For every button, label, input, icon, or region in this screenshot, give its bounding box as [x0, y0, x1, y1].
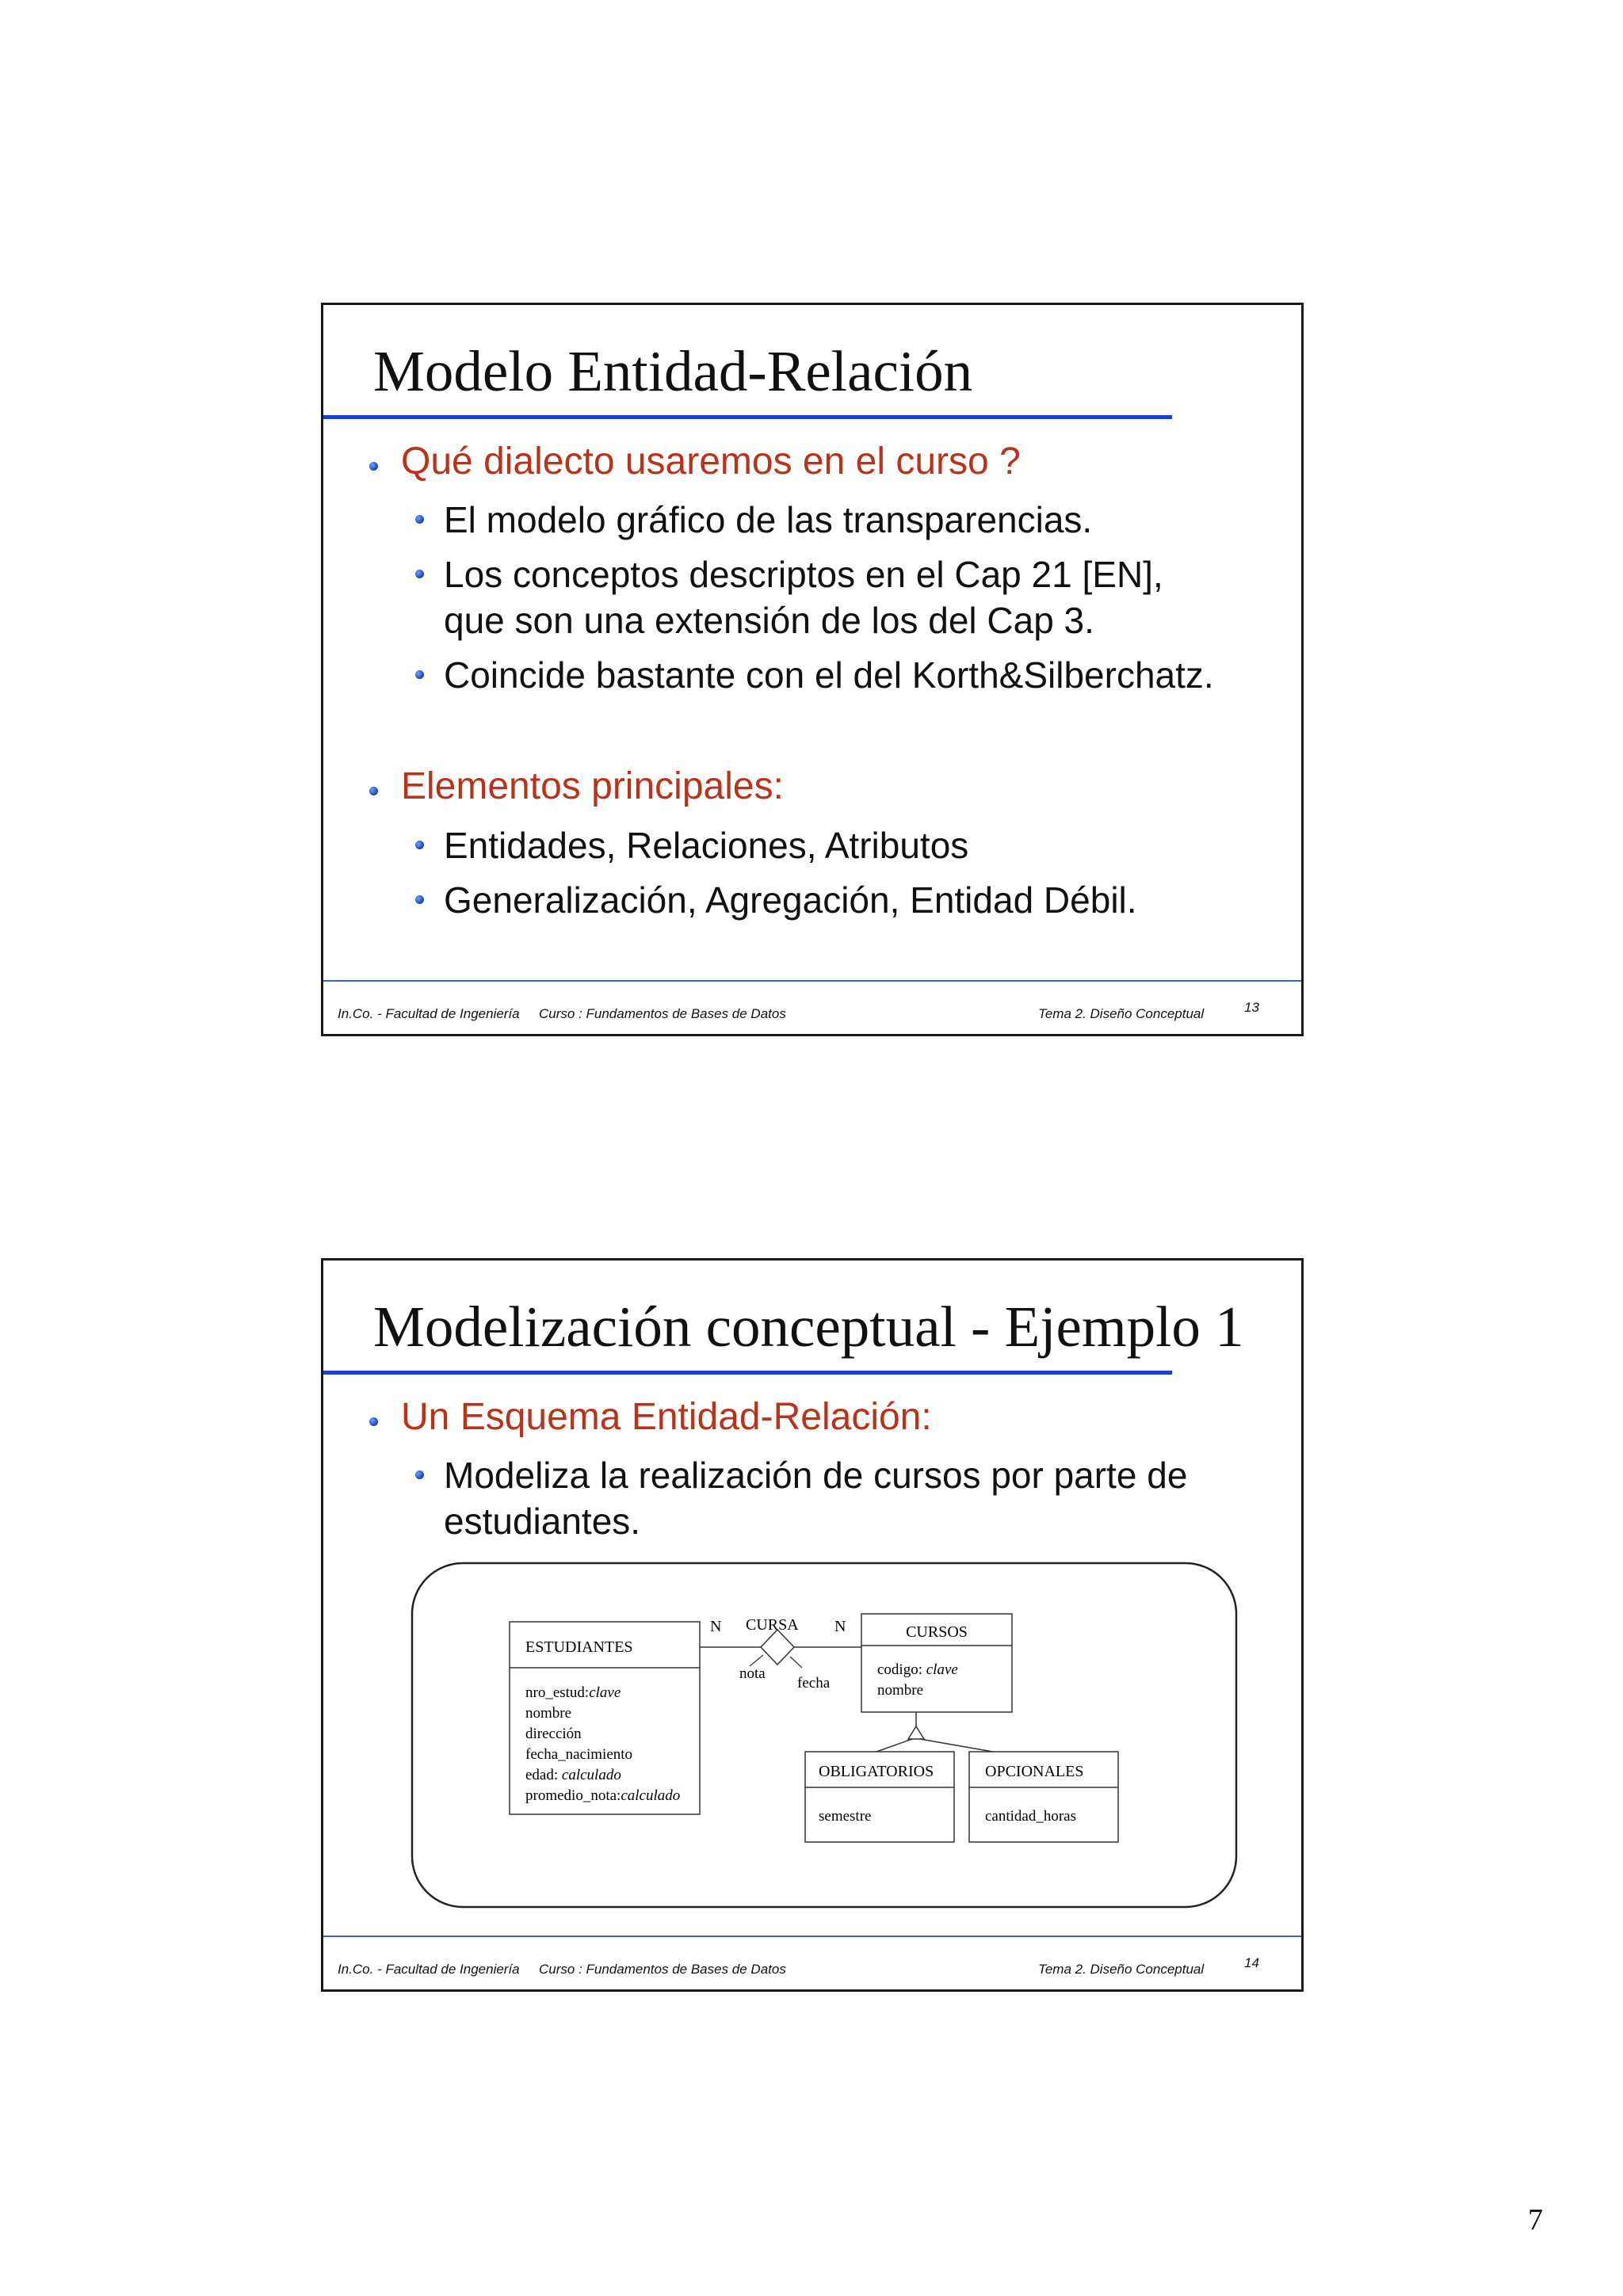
footer-course: Curso : Fundamentos de Bases de Datos	[539, 1006, 786, 1021]
bullet-icon	[415, 895, 424, 904]
attribute: nombre	[525, 1705, 572, 1722]
slide-title: Modelización conceptual - Ejemplo 1	[373, 1295, 1244, 1359]
bullet-question: Qué dialecto usaremos en el curso ?	[401, 441, 1021, 482]
entity-opcionales	[969, 1752, 1118, 1842]
sub-bullet: Entidades, Relaciones, Atributos	[444, 825, 969, 866]
relationship-attribute: fecha	[797, 1675, 831, 1691]
bullet-icon	[415, 841, 424, 849]
attribute: nombre	[877, 1682, 924, 1699]
entity-name: OBLIGATORIOS	[819, 1763, 934, 1780]
generalization	[876, 1712, 993, 1752]
attribute: cantidad_horas	[985, 1808, 1077, 1825]
er-diagram	[323, 1261, 1301, 1989]
attr-line	[750, 1655, 763, 1666]
relationship-attribute: nota	[739, 1665, 766, 1682]
attribute: edad: calculado	[525, 1767, 621, 1783]
attribute: semestre	[819, 1808, 872, 1825]
sub-bullet-continued: estudiantes.	[444, 1501, 641, 1542]
slide-number: 14	[1244, 1955, 1259, 1970]
footer-rule	[323, 1936, 1301, 1937]
page-number: 7	[1528, 2203, 1543, 2237]
attribute: nro_estud:clave	[525, 1684, 621, 1701]
sub-bullet: Modeliza la realización de cursos por parte de	[444, 1455, 1188, 1496]
attribute: dirección	[525, 1726, 582, 1742]
bullet-icon	[415, 515, 424, 524]
sub-bullet: Coincide bastante con el del Korth&Silberchatz.	[444, 654, 1214, 696]
slide-13	[321, 303, 1304, 1036]
bullet-icon	[369, 462, 378, 471]
entity-name: ESTUDIANTES	[525, 1638, 633, 1656]
title-underline	[323, 415, 1172, 419]
attribute: fecha_nacimiento	[525, 1746, 633, 1763]
bullet-icon	[369, 787, 378, 795]
slide-14	[321, 1258, 1304, 1992]
footer-topic: Tema 2. Diseño Conceptual	[1038, 1006, 1205, 1021]
bullet-heading: Elementos principales:	[401, 765, 784, 807]
sub-bullet: Los conceptos descriptos en el Cap 21 [EN],	[444, 554, 1163, 595]
cardinality-left: N	[710, 1618, 722, 1635]
cardinality-right: N	[834, 1618, 846, 1635]
slide-title: Modelo Entidad-Relación	[373, 339, 973, 403]
attribute: promedio_nota:calculado	[525, 1787, 681, 1804]
sub-bullet: El modelo gráfico de las transparencias.	[444, 499, 1093, 540]
bullet-icon	[415, 670, 424, 679]
entity-obligatorios	[805, 1752, 954, 1842]
sub-bullet-continued: que son una extensión de los del Cap 3.	[444, 600, 1094, 641]
attribute: codigo: clave	[877, 1661, 958, 1678]
footer-rule	[323, 980, 1301, 982]
footer-topic: Tema 2. Diseño Conceptual	[1038, 1962, 1205, 1977]
sub-bullet: Generalización, Agregación, Entidad Débil.	[444, 879, 1137, 921]
bullet-heading: Un Esquema Entidad-Relación:	[401, 1396, 932, 1438]
footer-institution: In.Co. - Facultad de Ingeniería	[338, 1962, 520, 1977]
attr-line	[790, 1657, 802, 1668]
relationship-cursa	[700, 1616, 861, 1691]
generalization-triangle	[908, 1726, 924, 1739]
entity-name: CURSOS	[906, 1623, 968, 1641]
bullet-icon	[415, 570, 424, 578]
entity-cursos	[861, 1614, 1012, 1712]
footer-institution: In.Co. - Facultad de Ingeniería	[338, 1006, 520, 1021]
entity-name: OPCIONALES	[985, 1763, 1084, 1780]
relationship-diamond	[761, 1630, 794, 1665]
slide-number: 13	[1244, 1000, 1259, 1015]
relationship-name: CURSA	[746, 1616, 799, 1634]
entity-estudiantes	[510, 1622, 700, 1814]
footer-course: Curso : Fundamentos de Bases de Datos	[539, 1962, 786, 1977]
